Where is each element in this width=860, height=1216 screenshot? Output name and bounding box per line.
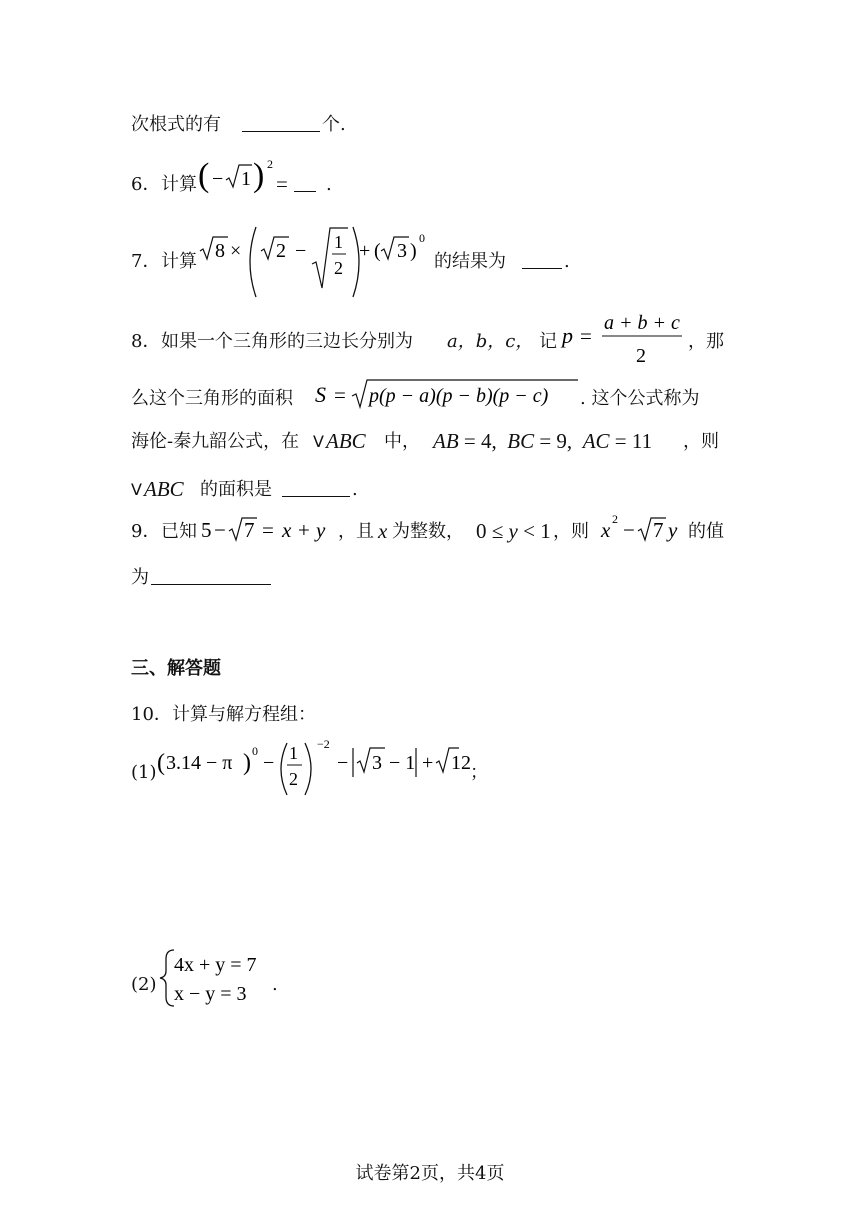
paren-close: ): [253, 157, 265, 194]
q9-var-x: x: [378, 519, 388, 543]
q6-equals: =: [276, 172, 288, 196]
paren-open: (: [198, 157, 210, 194]
times-sign: ×: [230, 240, 242, 262]
fraction-numerator: a + b + c: [604, 312, 680, 334]
q8-text-5: . 这个公式称为: [580, 388, 700, 409]
q8-vars: a，b，c，: [447, 331, 534, 352]
q9-text-6: 为: [131, 567, 149, 588]
triangle-abc: ABC: [144, 477, 184, 501]
radicand-7: 7: [244, 518, 255, 542]
q8-text-9: 的面积是: [200, 479, 272, 500]
plus-sign: +: [422, 752, 434, 774]
radicand-3: 3: [397, 240, 407, 262]
equation-system: [160, 947, 280, 1013]
q5-tail-after: 个.: [322, 114, 346, 135]
exponent-2: 2: [612, 512, 618, 526]
minus-sign: −: [212, 168, 224, 190]
minus-sign: −: [214, 518, 226, 542]
equation-2: x − y = 3: [174, 983, 247, 1005]
q10-text: 计算与解方程组：: [172, 704, 316, 725]
q8-answer-blank: [282, 478, 350, 497]
q9-number: 9．: [131, 521, 161, 542]
fraction-denominator: 2: [334, 258, 343, 278]
fraction-denominator: 2: [289, 769, 298, 789]
q6-number: 6．: [131, 174, 161, 195]
q9-inequality: 0 ≤ y < 1: [476, 519, 551, 543]
q7-formula: [198, 222, 438, 302]
q5-answer-blank: [242, 113, 320, 132]
brace: [160, 950, 174, 1006]
q9-expression: [598, 510, 688, 550]
y-var: y: [668, 518, 678, 542]
exponent: 2: [267, 157, 273, 171]
fraction-numerator: 1: [334, 232, 343, 252]
q8-text-6: 海伦-秦九韶公式，在: [131, 431, 300, 452]
q5-tail-text: 次根式的有: [131, 114, 221, 135]
equals: =: [334, 383, 346, 407]
page-footer: 试卷第2页，共4页: [355, 1163, 505, 1184]
big-paren-open: [281, 743, 287, 795]
exponent-zero: 0: [252, 744, 258, 758]
q9-text-3: 为整数，: [392, 521, 464, 542]
q9-text-4: ，则: [553, 521, 589, 542]
fraction-denominator: 2: [636, 345, 646, 367]
q7-end: .: [564, 251, 570, 272]
minus-sign: −: [337, 752, 349, 774]
q9-equation: [198, 512, 338, 550]
triangle-symbol: V: [131, 480, 142, 499]
equals: =: [580, 324, 592, 348]
plus-sign: +: [359, 240, 371, 262]
radicand-12: 12: [451, 752, 471, 774]
minus-sign: −: [295, 240, 307, 262]
q9-text-1: 已知: [161, 521, 197, 542]
radicand-8: 8: [215, 240, 225, 262]
paren-open: (: [157, 750, 165, 776]
paren-close: ): [243, 750, 251, 776]
q8-text-4: 么这个三角形的面积: [131, 388, 293, 409]
part-2-end: .: [272, 974, 278, 995]
q8-heron-formula: [312, 377, 582, 417]
q8-text-8: ，则: [683, 431, 719, 452]
five: 5: [201, 518, 212, 542]
q8-number: 8．: [131, 331, 161, 352]
big-paren-open: [250, 227, 256, 297]
q9-text-2: ，且: [338, 521, 374, 542]
part-1-label: (1): [131, 762, 157, 783]
x-plus-y: x + y: [282, 518, 326, 542]
q8-text-1: 如果一个三角形的三边长分别为: [161, 331, 413, 352]
q8-text-2: 记: [539, 331, 557, 352]
q8-text-7: 中，: [384, 431, 420, 452]
part-1-end: ；: [470, 762, 488, 783]
paren-close: ): [410, 240, 417, 262]
part-1-expression: [157, 735, 471, 805]
radicand-3: 3: [372, 752, 382, 774]
section-heading: 三、解答题: [131, 658, 221, 679]
q8-p-formula: [560, 314, 686, 370]
minus-one: − 1: [389, 752, 416, 774]
exponent-neg2: −2: [317, 737, 330, 751]
q9-text-5: 的值: [688, 521, 724, 542]
triangle-abc: ABC: [326, 429, 366, 453]
side-lengths: AB = 4, BC = 9, AC = 11: [433, 429, 653, 453]
radicand: p(p − a)(p − b)(p − c): [369, 385, 549, 407]
q7-text: 计算: [161, 251, 197, 272]
q6-end: .: [326, 174, 332, 195]
q6-text: 计算: [161, 174, 197, 195]
q7-number: 7．: [131, 251, 161, 272]
big-paren-close: [353, 227, 359, 297]
radicand-7: 7: [653, 518, 664, 542]
equation-1: 4x + y = 7: [174, 954, 257, 976]
q6-answer-blank: [294, 173, 316, 192]
big-paren-close: [305, 743, 311, 795]
pi-term: 3.14 − π: [166, 752, 233, 774]
paren-open: (: [374, 240, 381, 262]
minus-sign: −: [263, 752, 275, 774]
q10-number: 10．: [131, 704, 172, 725]
q9-answer-blank: [151, 566, 271, 585]
radicand: 1: [241, 168, 251, 190]
p-symbol: p: [562, 323, 573, 348]
x-var: x: [601, 518, 611, 542]
minus-sign: −: [623, 518, 635, 542]
equals: =: [262, 518, 274, 542]
q7-after: 的结果为: [434, 251, 506, 272]
q7-answer-blank: [522, 250, 562, 269]
exponent-zero: 0: [419, 231, 425, 245]
fraction-numerator: 1: [289, 743, 298, 763]
q8-end: .: [352, 479, 358, 500]
s-symbol: S: [315, 382, 326, 407]
triangle-symbol: V: [313, 432, 324, 451]
part-2-label: (2): [131, 974, 157, 995]
radicand-2: 2: [276, 240, 286, 262]
q8-text-3: ，那: [688, 331, 724, 352]
